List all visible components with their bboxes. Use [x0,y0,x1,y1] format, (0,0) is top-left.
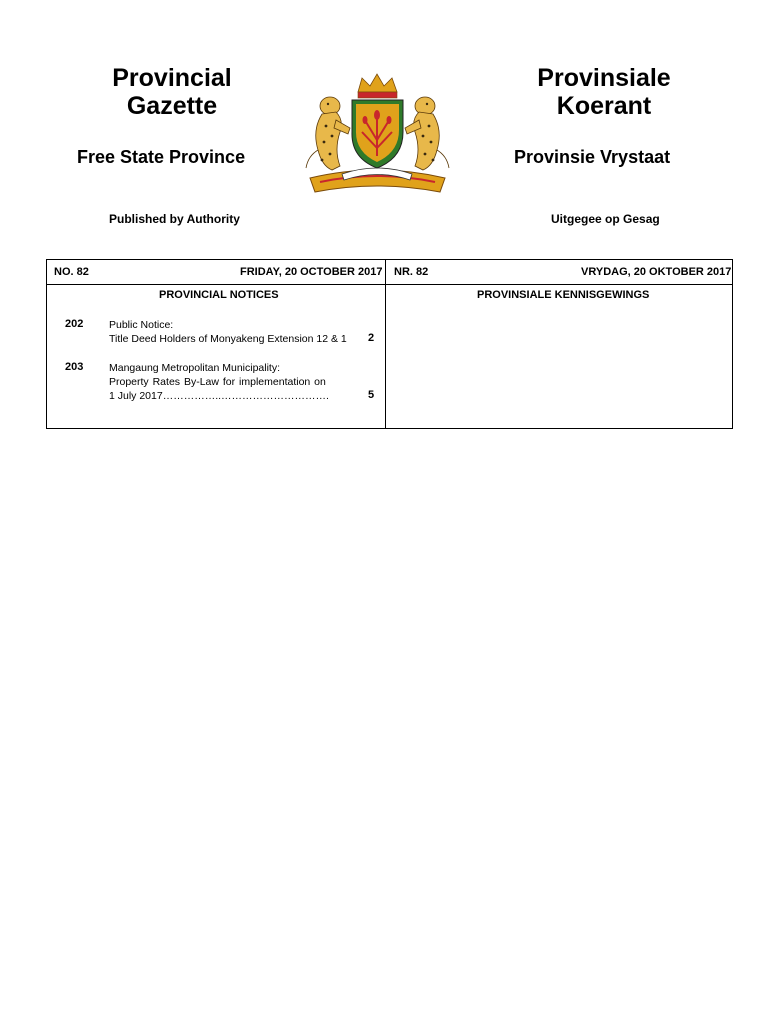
issue-date-afrikaans: VRYDAG, 20 OKTOBER 2017 [581,266,732,278]
coat-of-arms-icon [300,70,455,200]
issue-date-english: FRIDAY, 20 OCTOBER 2017 [240,266,383,278]
notice-title: Mangaung Metropolitan Municipality: [109,362,281,374]
title-english-line2: Gazette [126,92,218,120]
notice-page-number: 2 [368,332,375,344]
header-divider-right [386,284,732,285]
header-divider-left [47,284,385,285]
notice-description: Property Rates By-Law for implementation on [109,376,326,388]
title-afrikaans-line2: Koerant [556,92,652,120]
authority-afrikaans: Uitgegee op Gesag [551,212,660,226]
notice-description: Title Deed Holders of Monyakeng Extension 12 & 1 [109,333,347,345]
notice-title: Public Notice: [109,319,174,331]
title-afrikaans-line1: Provinsiale [537,64,671,92]
column-divider [385,260,386,428]
issue-number-afrikaans: NR. 82 [394,266,429,278]
subtitle-english: Free State Province [77,147,246,167]
title-english [72,64,272,120]
title-afrikaans [504,64,704,120]
notice-number: 203 [65,361,84,373]
issue-number-english: NO. 82 [54,266,89,278]
notice-page-number: 5 [368,389,375,401]
section-title-afrikaans: PROVINSIALE KENNISGEWINGS [477,289,650,301]
section-title-english: PROVINCIAL NOTICES [159,289,279,301]
authority-english: Published by Authority [109,212,240,226]
subtitle-afrikaans: Provinsie Vrystaat [514,147,671,167]
notice-number: 202 [65,318,84,330]
notices-table [46,259,733,429]
title-english-line1: Provincial [112,64,232,92]
notice-description-continued: 1 July 2017……………..…………………………. [109,390,329,402]
